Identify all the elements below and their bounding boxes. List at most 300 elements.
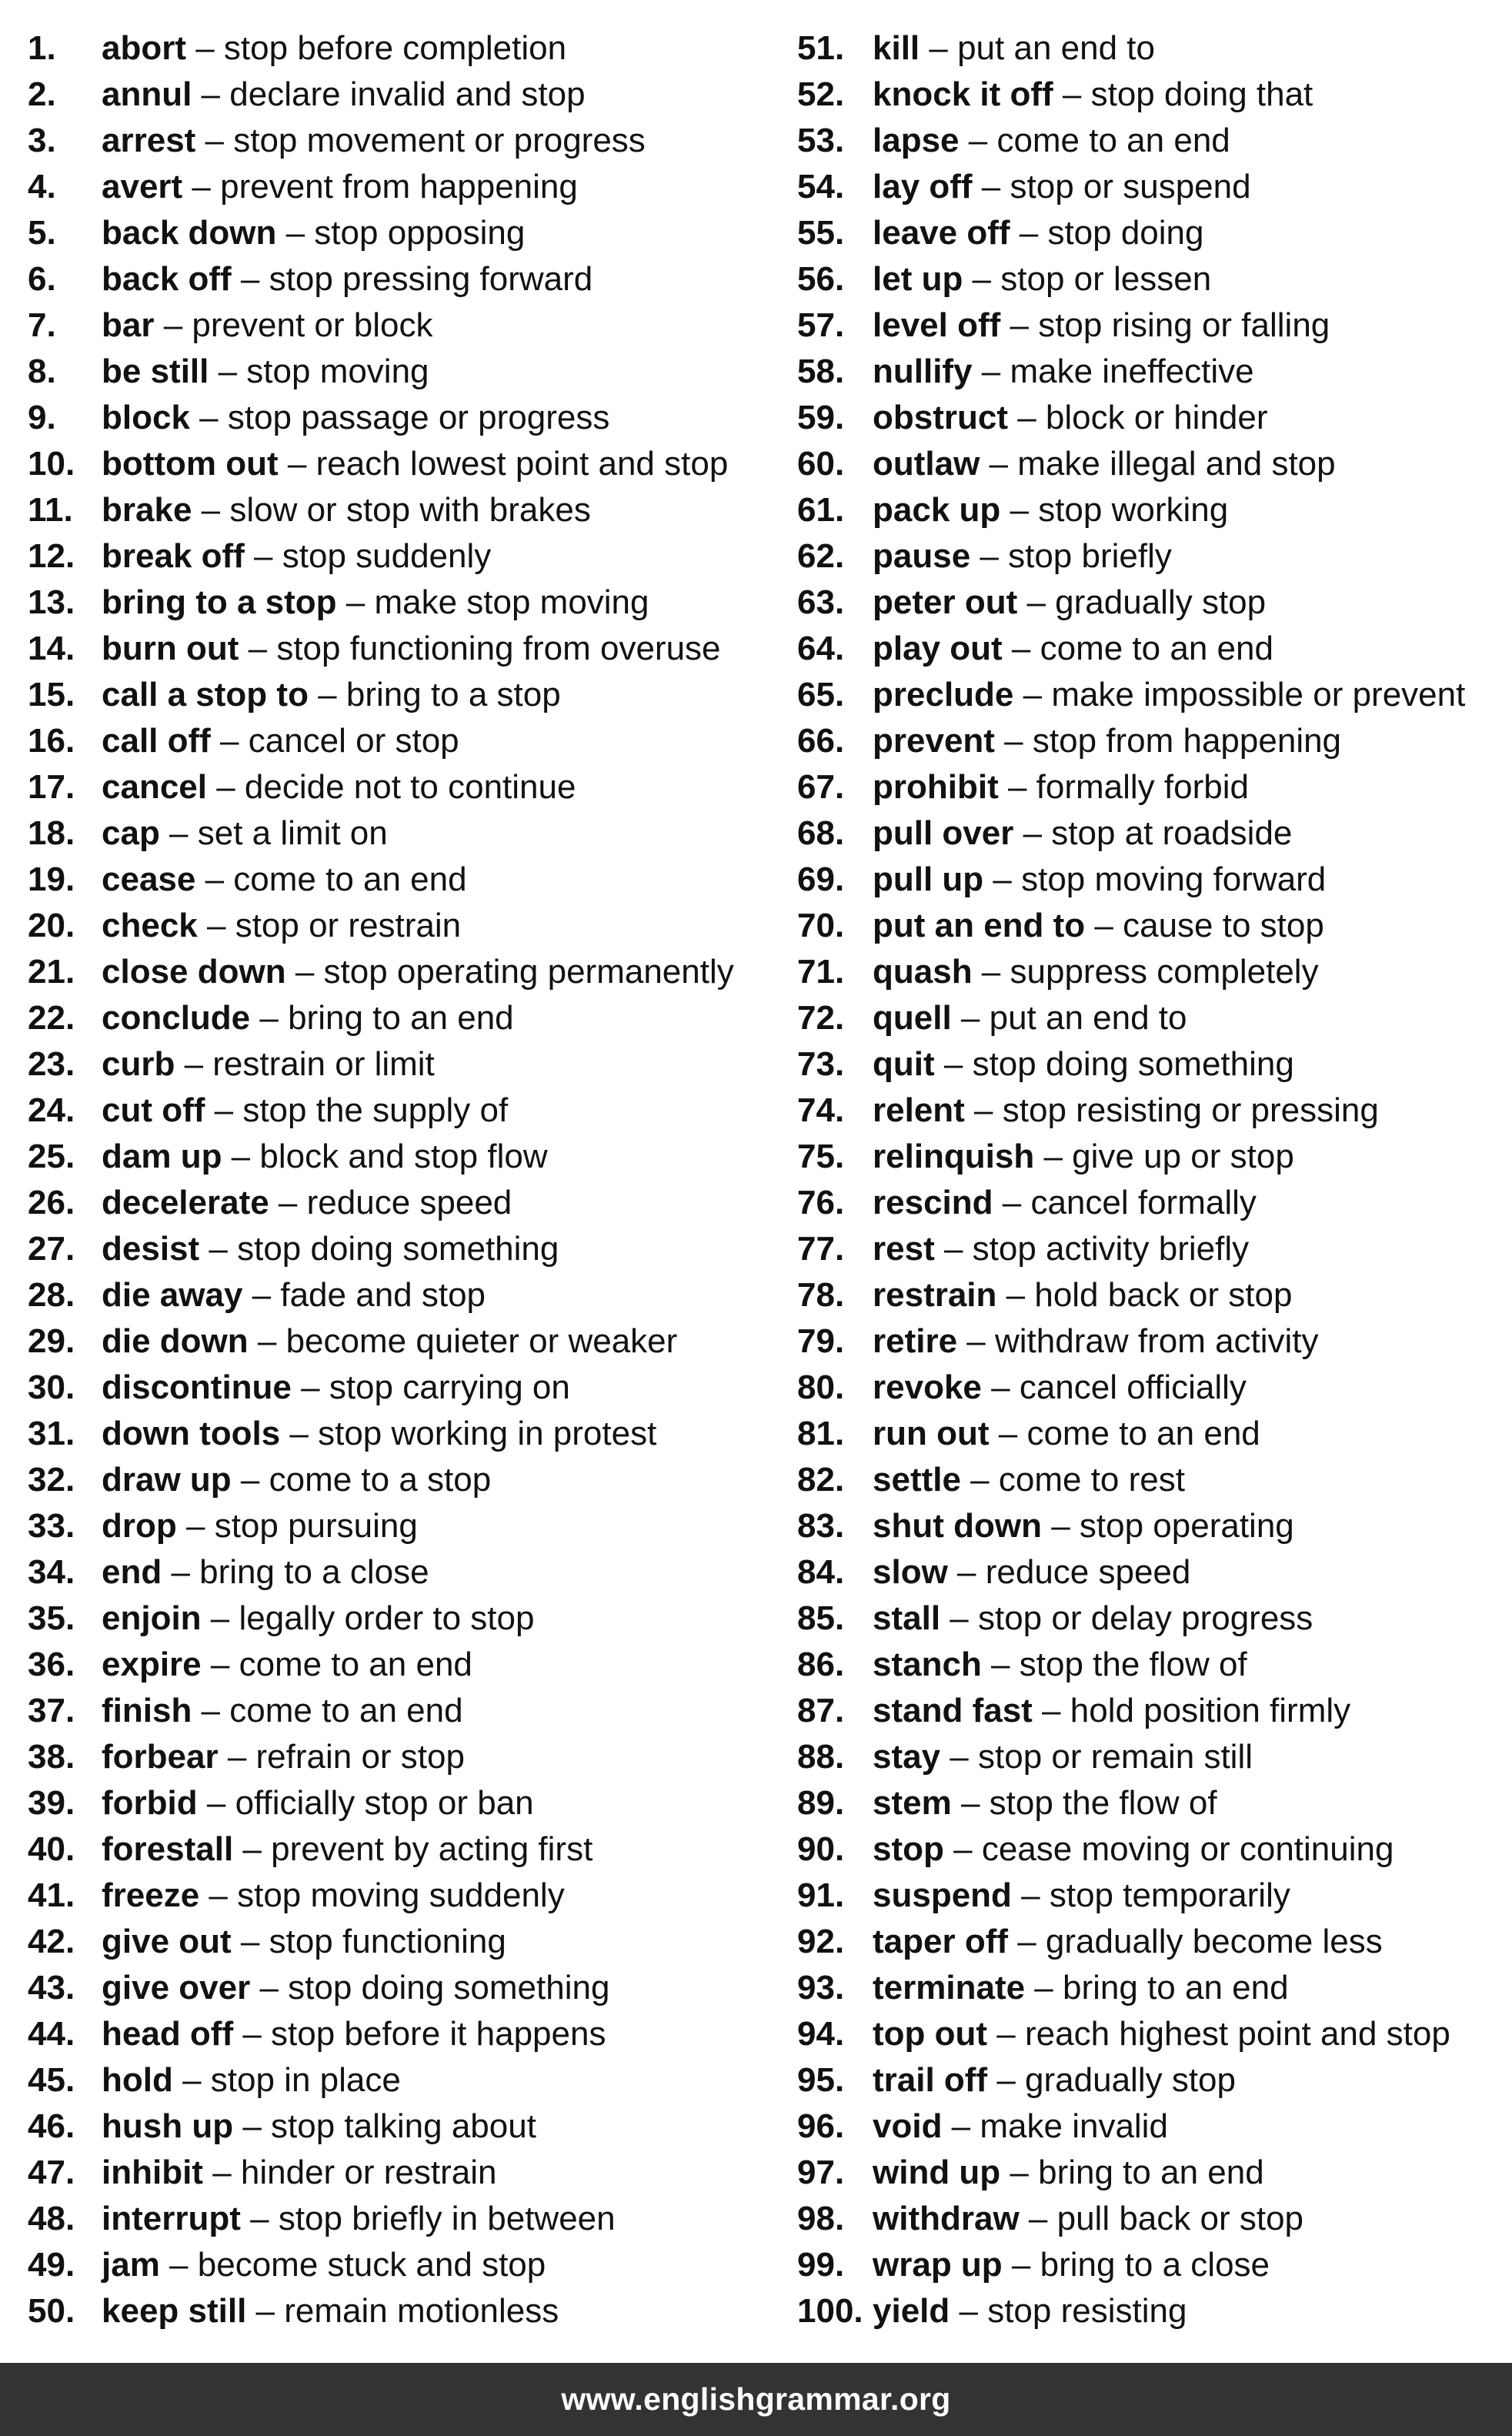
list-item-definition: stop resisting xyxy=(987,2292,1187,2330)
list-item-definition: suppress completely xyxy=(1010,953,1319,991)
list-item-separator: – xyxy=(218,1738,256,1776)
list-item-definition: withdraw from activity xyxy=(995,1322,1319,1360)
list-item xyxy=(28,213,766,259)
list-item-separator: – xyxy=(950,2292,988,2330)
list-item-separator: – xyxy=(246,2292,285,2330)
list-item xyxy=(797,1091,1509,1137)
list-item-number: 6. xyxy=(28,260,56,298)
list-item-term: void xyxy=(873,2107,943,2145)
list-item-number: 9. xyxy=(28,399,56,436)
list-item xyxy=(797,1322,1509,1368)
list-item-definition: stop talking about xyxy=(271,2107,536,2145)
list-item-term: desist xyxy=(102,1230,200,1268)
list-item-number: 4. xyxy=(28,168,56,206)
list-item-number: 66. xyxy=(797,722,845,760)
list-item-number: 11. xyxy=(28,491,73,529)
list-item xyxy=(28,121,766,167)
list-item-number: 16. xyxy=(28,722,75,760)
list-item xyxy=(28,444,766,490)
list-item-number: 82. xyxy=(797,1461,845,1499)
list-item xyxy=(797,1275,1509,1322)
list-item-separator: – xyxy=(987,2061,1026,2099)
list-item-term: break off xyxy=(102,537,245,575)
list-item-number: 27. xyxy=(28,1230,75,1268)
list-item-number: 1. xyxy=(28,29,56,67)
list-item xyxy=(28,306,766,352)
list-item-number: 8. xyxy=(28,353,56,390)
list-item-term: relinquish xyxy=(873,1138,1035,1175)
list-item xyxy=(797,2245,1509,2291)
list-item xyxy=(28,2060,766,2107)
list-item-number: 65. xyxy=(797,676,845,713)
list-item-separator: – xyxy=(1025,1969,1063,2007)
list-item-term: terminate xyxy=(873,1969,1026,2007)
list-item-number: 69. xyxy=(797,860,845,898)
list-item-term: stand fast xyxy=(873,1692,1033,1729)
list-item-term: preclude xyxy=(873,676,1014,713)
list-item xyxy=(797,2199,1509,2245)
list-item xyxy=(28,259,766,306)
list-item-number: 15. xyxy=(28,676,75,713)
list-item-number: 73. xyxy=(797,1045,845,1083)
list-item-definition: stop rising or falling xyxy=(1038,306,1330,344)
list-item-separator: – xyxy=(980,445,1018,483)
list-item-definition: gradually become less xyxy=(1045,1923,1383,1960)
list-item-definition: bring to a close xyxy=(199,1553,429,1591)
list-item-definition: stop moving forward xyxy=(1021,860,1327,898)
list-item xyxy=(797,167,1509,213)
list-item xyxy=(797,1183,1509,1229)
list-item xyxy=(28,906,766,952)
list-item xyxy=(28,998,766,1044)
list-item-term: rescind xyxy=(873,1184,993,1221)
list-item-separator: – xyxy=(189,399,228,436)
list-item xyxy=(28,28,766,75)
list-item-term: forbid xyxy=(102,1784,198,1822)
list-item-term: peter out xyxy=(873,583,1018,621)
list-item-definition: stop doing something xyxy=(972,1045,1294,1083)
list-item-number: 30. xyxy=(28,1368,75,1406)
list-item-term: end xyxy=(102,1553,162,1591)
list-item xyxy=(797,998,1509,1044)
list-item-term: cut off xyxy=(102,1091,205,1129)
list-item-definition: stop doing that xyxy=(1090,75,1313,113)
list-item-separator: – xyxy=(963,260,1001,298)
list-item-definition: cancel formally xyxy=(1030,1184,1257,1221)
list-item-definition: bring to a close xyxy=(1040,2246,1270,2284)
list-item-separator: – xyxy=(201,1599,239,1637)
list-item xyxy=(28,536,766,583)
list-item-separator: – xyxy=(285,953,324,991)
list-item xyxy=(28,2014,766,2060)
list-item-number: 67. xyxy=(797,768,845,806)
list-item-definition: stop or delay progress xyxy=(977,1599,1313,1637)
list-item-separator: – xyxy=(233,2015,272,2053)
list-item xyxy=(28,1137,766,1183)
list-item xyxy=(797,398,1509,444)
list-item-number: 46. xyxy=(28,2107,75,2145)
list-item-definition: stop doing something xyxy=(237,1230,559,1268)
list-item-term: cap xyxy=(102,814,160,852)
list-item-number: 51. xyxy=(797,29,845,67)
list-item-term: prevent xyxy=(873,722,995,760)
list-item-separator: – xyxy=(940,1599,978,1637)
list-item-number: 61. xyxy=(797,491,845,529)
list-item-separator: – xyxy=(199,1876,238,1914)
list-item xyxy=(797,1645,1509,1691)
list-item-number: 50. xyxy=(28,2292,75,2330)
list-item-term: trail off xyxy=(873,2061,988,2099)
list-item-term: block xyxy=(102,399,190,436)
list-item-separator: – xyxy=(239,630,277,667)
list-item-term: obstruct xyxy=(873,399,1008,436)
list-item-number: 89. xyxy=(797,1784,845,1822)
list-item xyxy=(797,1044,1509,1091)
list-item-term: stop xyxy=(873,1830,944,1868)
list-item-term: lapse xyxy=(873,122,960,159)
list-item-number: 62. xyxy=(797,537,845,575)
list-item-separator: – xyxy=(993,1184,1031,1221)
list-item-separator: – xyxy=(1032,1692,1070,1729)
list-item xyxy=(797,1783,1509,1830)
list-item xyxy=(28,2153,766,2199)
list-item-term: let up xyxy=(873,260,963,298)
list-item-term: back down xyxy=(102,214,277,252)
list-item xyxy=(797,2291,1509,2337)
list-item xyxy=(797,352,1509,398)
list-item-definition: prevent from happening xyxy=(220,168,578,206)
list-item-definition: prevent by acting first xyxy=(271,1830,593,1868)
list-item-number: 17. xyxy=(28,768,75,806)
list-item-definition: come to an end xyxy=(996,122,1230,159)
list-item-definition: cancel officially xyxy=(1019,1368,1247,1406)
list-item-separator: – xyxy=(233,1830,272,1868)
list-item-separator: – xyxy=(154,306,192,344)
list-item-number: 94. xyxy=(797,2015,845,2053)
list-item-term: annul xyxy=(102,75,192,113)
list-item-number: 29. xyxy=(28,1322,75,1360)
list-item-separator: – xyxy=(1011,1876,1050,1914)
list-item-definition: stop operating xyxy=(1079,1507,1294,1545)
list-item-number: 53. xyxy=(797,122,845,159)
list-item-definition: stop before completion xyxy=(223,29,567,67)
list-item-term: withdraw xyxy=(873,2200,1020,2237)
list-item-term: pull up xyxy=(873,860,984,898)
list-item-number: 96. xyxy=(797,2107,845,2145)
list-item-number: 14. xyxy=(28,630,75,667)
list-item-separator: – xyxy=(934,1045,973,1083)
list-item-number: 86. xyxy=(797,1646,845,1683)
list-item-separator: – xyxy=(998,768,1036,806)
list-item-number: 28. xyxy=(28,1276,75,1314)
list-item-term: knock it off xyxy=(873,75,1053,113)
list-item-definition: restrain or limit xyxy=(212,1045,435,1083)
list-item-number: 25. xyxy=(28,1138,75,1175)
list-item-number: 77. xyxy=(797,1230,845,1268)
list-item-separator: – xyxy=(957,1322,995,1360)
list-item-definition: come to an end xyxy=(229,1692,463,1729)
list-item-definition: become quieter or weaker xyxy=(285,1322,678,1360)
list-item-term: give out xyxy=(102,1923,232,1960)
list-item-separator: – xyxy=(197,907,235,944)
list-item-separator: – xyxy=(192,1692,230,1729)
list-item-separator: – xyxy=(192,75,230,113)
list-item-number: 84. xyxy=(797,1553,845,1591)
list-item-separator: – xyxy=(269,1184,307,1221)
list-item-number: 56. xyxy=(797,260,845,298)
list-item-number: 35. xyxy=(28,1599,75,1637)
list-item-definition: stop doing something xyxy=(288,1969,610,2007)
list-item-term: finish xyxy=(102,1692,192,1729)
list-item-term: back off xyxy=(102,260,232,298)
list-item-term: lay off xyxy=(873,168,973,206)
list-item xyxy=(797,1460,1509,1506)
list-item xyxy=(28,1876,766,1922)
list-item-number: 32. xyxy=(28,1461,75,1499)
list-item-term: burn out xyxy=(102,630,239,667)
list-item-term: close down xyxy=(102,953,286,991)
list-item-number: 5. xyxy=(28,214,56,252)
list-item-term: down tools xyxy=(102,1415,281,1452)
word-list-column-left xyxy=(28,28,766,2337)
list-item-definition: gradually stop xyxy=(1025,2061,1236,2099)
list-item-definition: cancel or stop xyxy=(248,722,459,760)
list-item-definition: stop in place xyxy=(210,2061,401,2099)
list-item-separator: – xyxy=(987,2015,1025,2053)
list-item-number: 24. xyxy=(28,1091,75,1129)
list-item-definition: stop moving xyxy=(246,353,429,390)
list-item xyxy=(797,860,1509,906)
list-item-definition: stop or suspend xyxy=(1010,168,1251,206)
list-item xyxy=(797,1229,1509,1275)
list-item-definition: refrain or stop xyxy=(255,1738,465,1776)
list-item-separator: – xyxy=(1002,630,1040,667)
list-item-definition: make illegal and stop xyxy=(1017,445,1336,483)
list-item-term: die down xyxy=(102,1322,249,1360)
list-item xyxy=(28,1414,766,1460)
list-item-separator: – xyxy=(278,445,316,483)
list-item-separator: – xyxy=(989,1415,1027,1452)
list-item xyxy=(797,121,1509,167)
list-item-number: 7. xyxy=(28,306,56,344)
list-item-term: pack up xyxy=(873,491,1001,529)
list-item-definition: stop moving suddenly xyxy=(237,1876,565,1914)
list-item-definition: bring to an end xyxy=(288,999,514,1037)
list-item xyxy=(797,583,1509,629)
list-item-term: pause xyxy=(873,537,971,575)
list-item-definition: hinder or restrain xyxy=(240,2154,497,2191)
list-item-number: 85. xyxy=(797,1599,845,1637)
list-item-separator: – xyxy=(1000,306,1039,344)
list-item xyxy=(28,2107,766,2153)
list-item-number: 48. xyxy=(28,2200,75,2237)
list-item-separator: – xyxy=(172,2061,211,2099)
list-item-separator: – xyxy=(280,1415,319,1452)
list-item-number: 52. xyxy=(797,75,845,113)
list-item-number: 92. xyxy=(797,1923,845,1960)
list-item-definition: cause to stop xyxy=(1123,907,1324,944)
list-item xyxy=(797,1506,1509,1552)
list-item-definition: stop functioning from overuse xyxy=(276,630,721,667)
list-item-number: 97. xyxy=(797,2154,845,2191)
list-item-term: quit xyxy=(873,1045,935,1083)
list-item-separator: – xyxy=(159,814,198,852)
list-item xyxy=(797,1876,1509,1922)
list-item-separator: – xyxy=(959,122,997,159)
list-item-separator: – xyxy=(1017,583,1056,621)
list-item xyxy=(28,1691,766,1737)
list-item-term: quash xyxy=(873,953,973,991)
list-item-definition: stop movement or progress xyxy=(233,122,646,159)
list-item-term: give over xyxy=(102,1969,251,2007)
list-item-number: 21. xyxy=(28,953,75,991)
list-item-term: quell xyxy=(873,999,952,1037)
list-item xyxy=(797,1137,1509,1183)
list-item xyxy=(28,1091,766,1137)
list-item xyxy=(797,814,1509,860)
list-item-separator: – xyxy=(206,768,245,806)
list-item-term: expire xyxy=(102,1646,202,1683)
list-item-term: wind up xyxy=(873,2154,1001,2191)
list-item-separator: – xyxy=(1085,907,1123,944)
list-item-definition: block or hinder xyxy=(1045,399,1268,436)
list-item-definition: slow or stop with brakes xyxy=(229,491,591,529)
list-item xyxy=(28,1922,766,1968)
list-item-term: drop xyxy=(102,1507,177,1545)
list-item-separator: – xyxy=(1013,814,1052,852)
list-item xyxy=(28,1183,766,1229)
list-item-term: bar xyxy=(102,306,155,344)
list-item-separator: – xyxy=(276,214,315,252)
list-item-separator: – xyxy=(996,1276,1035,1314)
list-item-separator: – xyxy=(1013,676,1052,713)
list-item-definition: put an end to xyxy=(989,999,1187,1037)
list-item-separator: – xyxy=(1000,491,1039,529)
list-item-definition: prevent or block xyxy=(192,306,433,344)
list-item-separator: – xyxy=(250,999,289,1037)
list-item-number: 18. xyxy=(28,814,75,852)
list-item-separator: – xyxy=(960,1461,999,1499)
list-item-term: run out xyxy=(873,1415,990,1452)
list-item-definition: bring to a stop xyxy=(345,676,561,713)
list-item-term: stay xyxy=(873,1738,941,1776)
list-item-separator: – xyxy=(934,1230,973,1268)
list-item-separator: – xyxy=(972,168,1010,206)
list-item-number: 37. xyxy=(28,1692,75,1729)
list-item-definition: fade and stop xyxy=(280,1276,486,1314)
list-item-number: 60. xyxy=(797,445,845,483)
list-item xyxy=(797,490,1509,536)
list-item-definition: stop pursuing xyxy=(214,1507,418,1545)
list-item-definition: stop doing xyxy=(1047,214,1204,252)
list-item-number: 95. xyxy=(797,2061,845,2099)
list-item-separator: – xyxy=(970,537,1009,575)
list-item-term: cancel xyxy=(102,768,207,806)
list-item-definition: set a limit on xyxy=(197,814,388,852)
list-item xyxy=(797,28,1509,75)
list-item-definition: stop or remain still xyxy=(978,1738,1253,1776)
list-item-term: yield xyxy=(873,2292,950,2330)
list-item-term: call off xyxy=(102,722,211,760)
list-item xyxy=(28,1460,766,1506)
list-item-separator: – xyxy=(201,1646,239,1683)
list-item-number: 90. xyxy=(797,1830,845,1868)
list-item-number: 88. xyxy=(797,1738,845,1776)
list-item-number: 78. xyxy=(797,1276,845,1314)
list-item xyxy=(28,1229,766,1275)
list-item-number: 81. xyxy=(797,1415,845,1452)
list-item-term: put an end to xyxy=(873,907,1086,944)
list-item xyxy=(797,1922,1509,1968)
list-item-separator: – xyxy=(1010,214,1048,252)
list-item xyxy=(28,398,766,444)
list-item-separator: – xyxy=(182,168,221,206)
list-item-definition: hold position firmly xyxy=(1070,1692,1351,1729)
list-item-definition: reduce speed xyxy=(985,1553,1191,1591)
list-item xyxy=(797,2107,1509,2153)
list-item-number: 40. xyxy=(28,1830,75,1868)
list-item-number: 59. xyxy=(797,399,845,436)
list-item-definition: declare invalid and stop xyxy=(229,75,586,113)
list-item-separator: – xyxy=(1053,75,1091,113)
list-item-definition: stop the supply of xyxy=(242,1091,509,1129)
list-item-term: leave off xyxy=(873,214,1010,252)
word-list-column-right xyxy=(797,28,1509,2337)
list-item-term: retire xyxy=(873,1322,958,1360)
list-item xyxy=(28,675,766,721)
list-item-separator: – xyxy=(244,537,282,575)
list-item-term: discontinue xyxy=(102,1368,292,1406)
list-item xyxy=(28,721,766,767)
list-item-term: check xyxy=(102,907,198,944)
list-item-separator: – xyxy=(248,1322,286,1360)
list-item-number: 79. xyxy=(797,1322,845,1360)
list-item-number: 83. xyxy=(797,1507,845,1545)
list-item-definition: stop the flow of xyxy=(989,1784,1217,1822)
list-item-separator: – xyxy=(1034,1138,1073,1175)
list-item-number: 20. xyxy=(28,907,75,944)
list-item-term: bring to a stop xyxy=(102,583,337,621)
list-item-number: 87. xyxy=(797,1692,845,1729)
list-item-separator: – xyxy=(1008,1923,1046,1960)
list-item xyxy=(797,1968,1509,2014)
list-item-separator: – xyxy=(291,1368,329,1406)
list-item-term: stem xyxy=(873,1784,952,1822)
list-item-definition: stop pressing forward xyxy=(269,260,593,298)
list-item-term: abort xyxy=(102,29,186,67)
list-item-term: forbear xyxy=(102,1738,219,1776)
list-item-definition: stop working xyxy=(1038,491,1229,529)
list-item-number: 74. xyxy=(797,1091,845,1129)
list-item-definition: cease moving or continuing xyxy=(981,1830,1394,1868)
list-item-number: 43. xyxy=(28,1969,75,2007)
list-item-number: 70. xyxy=(797,907,845,944)
list-item xyxy=(28,352,766,398)
list-item-term: top out xyxy=(873,2015,988,2053)
list-item xyxy=(797,721,1509,767)
list-item-definition: stop the flow of xyxy=(1019,1646,1247,1683)
list-item-definition: decide not to continue xyxy=(244,768,576,806)
list-item-term: jam xyxy=(102,2246,160,2284)
list-item xyxy=(797,1414,1509,1460)
list-item-separator: – xyxy=(240,2200,279,2237)
list-item-definition: bring to an end xyxy=(1063,1969,1289,2007)
list-item-number: 57. xyxy=(797,306,845,344)
list-item-definition: stop suddenly xyxy=(282,537,492,575)
list-item-number: 2. xyxy=(28,75,56,113)
list-item-definition: become stuck and stop xyxy=(197,2246,546,2284)
list-item-term: avert xyxy=(102,168,183,206)
